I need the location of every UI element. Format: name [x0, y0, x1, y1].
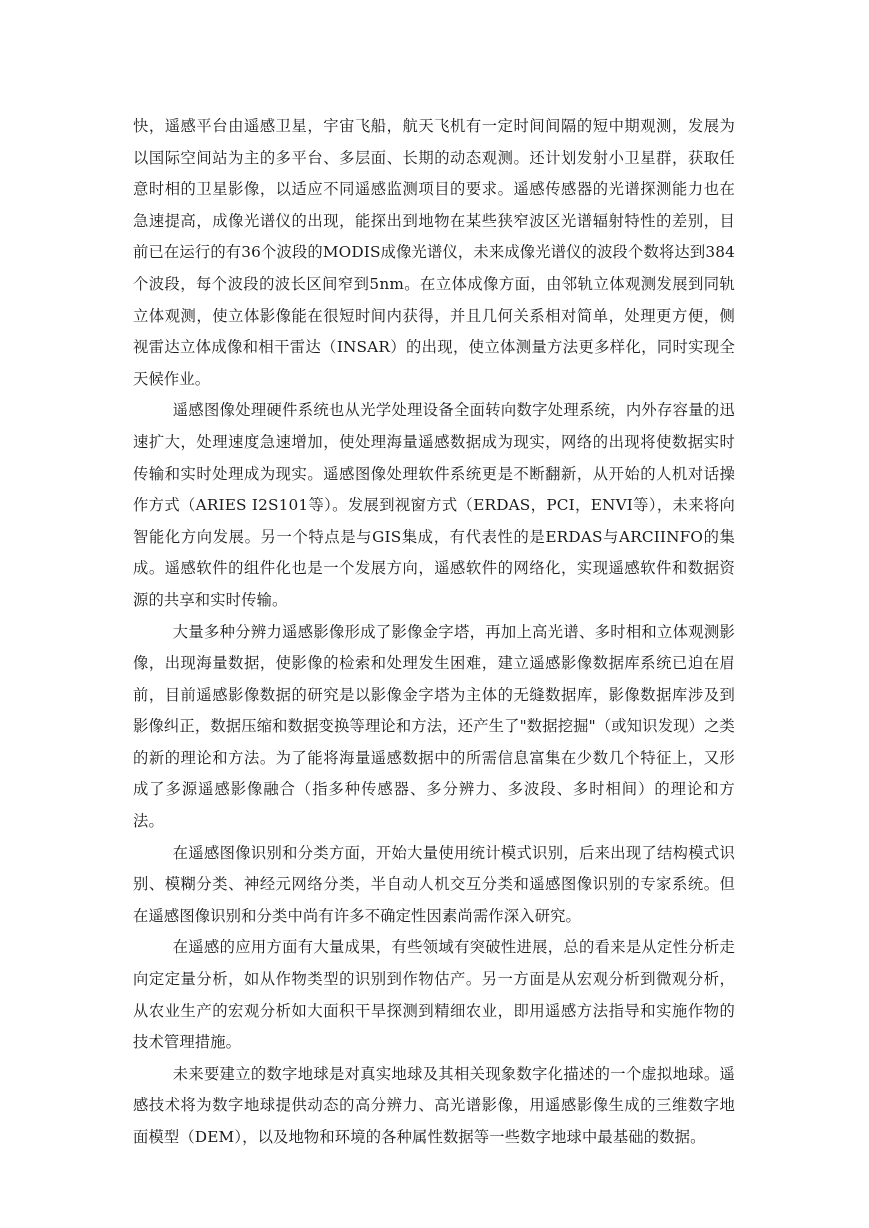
body-text	[133, 111, 735, 1154]
paragraph-image-database: 大量多种分辨力遥感影像形成了影像金字塔，再加上高光谱、多时相和立体观测影像，出现海量数据，使影像的检索和处理发生困难，建立遥感影像数据库系统已迫在眉前，目前遥感影像数据的研究是以影像金字塔为主体的无缝数据库，影像数据库涉及到影像纠正，数据压缩和数据变换等理论和方法，还产生了"数据挖掘"（或知识发现）之类的新的理论和方法。为了能将海量遥感数据中的所需信息富集在少数几个特征上，又形成了多源遥感影像融合（指多种传感器、多分辨力、多波段、多时相间）的理论和方法。	[133, 622, 735, 831]
paragraph-applications: 在遥感的应用方面有大量成果，有些领域有突破性进展，总的看来是从定性分析走向定定量分析，如从作物类型的识别到作物估产。另一方面是从宏观分析到微观分析，从农业生产的宏观分析如大面积干旱探测到精细农业，即用遥感方法指导和实施作物的技术管理措施。	[133, 938, 735, 1052]
paragraph-recognition-classification: 在遥感图像识别和分类方面，开始大量使用统计模式识别，后来出现了结构模式识别、模糊分类、神经元网络分类，半自动人机交互分类和遥感图像识别的专家系统。但在遥感图像识别和分类中尚有许多不确定性因素尚需作深入研究。	[133, 843, 735, 925]
paragraph-image-processing-systems: 遥感图像处理硬件系统也从光学处理设备全面转向数字处理系统，内外存容量的迅速扩大，处理速度急速增加，使处理海量遥感数据成为现实，网络的出现将使数据实时传输和实时处理成为现实。遥感图像处理软件系统更是不断翻新，从开始的人机对话操作方式（ARIES I2S101等）。发展到视窗方式（ERDAS，PCI，ENVI等），未来将向智能化方向发展。另一个特点是与GIS集成，有代表性的是ERDAS与ARCIINFO的集成。遥感软件的组件化也是一个发展方向，遥感软件的网络化，实现遥感软件和数据资源的共享和实时传输。	[133, 401, 735, 609]
paragraph-digital-earth: 未来要建立的数字地球是对真实地球及其相关现象数字化描述的一个虚拟地球。遥感技术将为数字地球提供动态的高分辨力、高光谱影像，用遥感影像生成的三维数字地面模型（DEM），以及地物和环境的各种属性数据等一些数字地球中最基础的数据。	[133, 1064, 735, 1146]
paragraph-platforms-continued: 快，遥感平台由遥感卫星，宇宙飞船，航天飞机有一定时间间隔的短中期观测，发展为以国际空间站为主的多平台、多层面、长期的动态观测。还计划发射小卫星群，获取任意时相的卫星影像，以适应不同遥感监测项目的要求。遥感传感器的光谱探测能力也在急速提高，成像光谱仪的出现，能探出到地物在某些狭窄波区光谱辐射特性的差别，目前已在运行的有36个波段的MODIS成像光谱仪，未来成像光谱仪的波段个数将达到384个波段，每个波段的波长区间窄到5nm。在立体成像方面，由邻轨立体观测发展到同轨立体观测，使立体影像能在很短时间内获得，并且几何关系相对简单，处理更方便，侧视雷达立体成像和相干雷达（INSAR）的出现，使立体测量方法更多样化，同时实现全天候作业。	[133, 117, 735, 388]
